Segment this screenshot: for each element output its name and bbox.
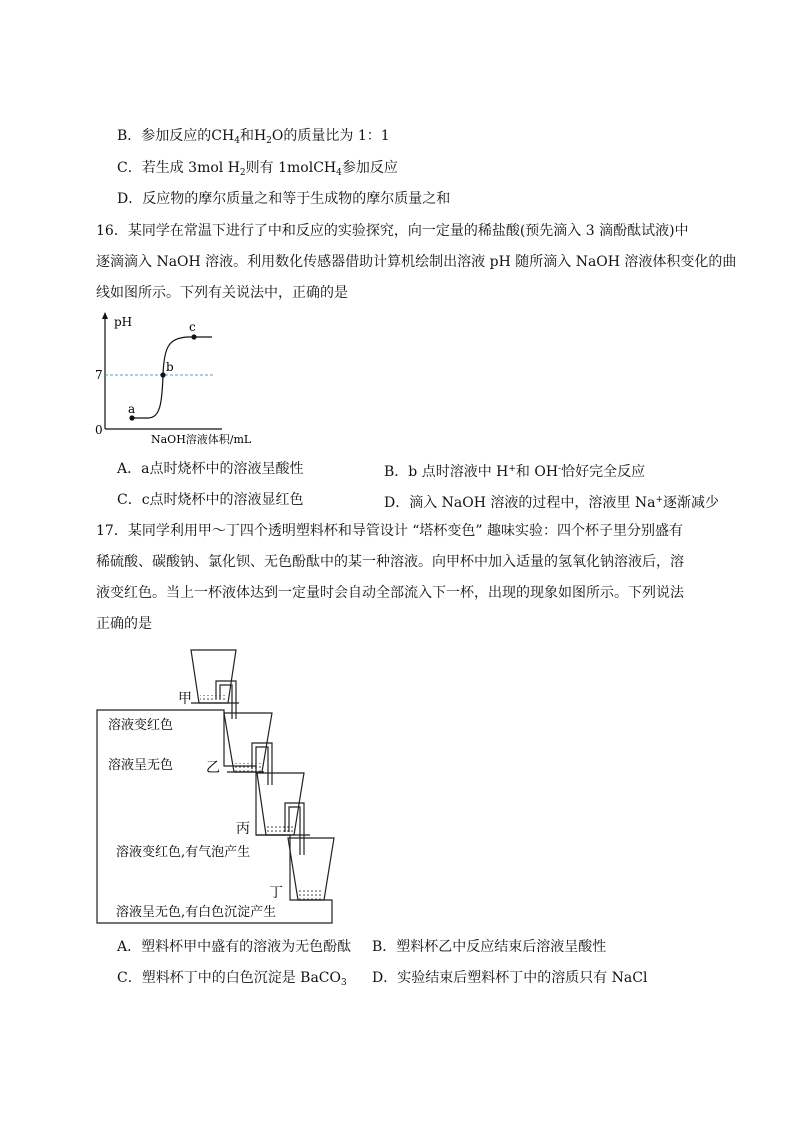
q17-option-b: B．塑料杯乙中反应结束后溶液呈酸性: [372, 939, 607, 955]
q16-option-c: C．c点时烧杯中的溶液显红色: [117, 492, 304, 508]
cup-label-bing: 丙: [236, 821, 250, 837]
point-c: [191, 334, 196, 339]
q17-option-a: A．塑料杯甲中盛有的溶液为无色酚酞: [117, 939, 352, 955]
y-tick-label: 7: [95, 368, 103, 382]
step-text-1: 溶液变红色: [108, 718, 174, 733]
q17-stem-line3: 液变红色。当上一杯液体达到一定量时会自动全部流入下一杯，出现的现象如图所示。下列说法: [96, 585, 684, 601]
point-a-label: a: [128, 402, 136, 416]
cup-jia: [191, 650, 236, 703]
y-axis-label: pH: [114, 315, 133, 329]
tower-cups-figure: [94, 645, 339, 927]
step-text-4: 溶液呈无色,有白色沉淀产生: [116, 905, 277, 920]
q16-option-b: B．b 点时溶液中 H+和 OH-恰好完全反应: [384, 464, 646, 480]
q16-option-d: D．滴入 NaOH 溶液的过程中，溶液里 Na+逐渐减少: [384, 495, 720, 511]
q17-option-d: D．实验结束后塑料杯丁中的溶质只有 NaCl: [372, 970, 648, 986]
cup-label-yi: 乙: [206, 760, 220, 776]
q17-stem-line1: 17．某同学利用甲～丁四个透明塑料杯和导管设计 “塔杯变色” 趣味实验：四个杯子里分别盛有: [96, 523, 684, 539]
cup-label-jia: 甲: [178, 691, 192, 707]
ph-curve-chart: [88, 308, 268, 450]
q16-stem-line1: 16．某同学在常温下进行了中和反应的实验探究，向一定量的稀盐酸(预先滴入 3 滴酚酞试液)中: [96, 223, 689, 239]
step-text-3: 溶液变红色,有气泡产生: [116, 845, 251, 860]
q17-option-c: C．塑料杯丁中的白色沉淀是 BaCO$_3$: [117, 970, 347, 988]
q16-option-a: A．a点时烧杯中的溶液呈酸性: [117, 461, 304, 477]
point-a: [129, 415, 134, 420]
cup-ding: [288, 838, 334, 900]
point-b: [160, 372, 165, 377]
point-c-label: c: [189, 320, 196, 334]
q17-stem-line2: 稀硫酸、碳酸钠、氯化钡、无色酚酞中的某一种溶液。向甲杯中加入适量的氢氧化钠溶液后，溶: [96, 554, 684, 570]
q16-stem-line3: 线如图所示。下列有关说法中，正确的是: [96, 285, 348, 301]
ph-curve: [130, 337, 212, 418]
cup-label-ding: 丁: [269, 885, 283, 901]
y-axis-arrow: [102, 312, 108, 319]
step-text-2: 溶液呈无色: [108, 758, 174, 773]
q15-option-b: B．参加反应的$CH_4$和$H_2O$的质量比为 1：1: [117, 128, 390, 146]
q17-stem-line4: 正确的是: [96, 616, 152, 632]
point-b-label: b: [166, 360, 174, 374]
q15-option-c: C．若生成 3mol $H_2$则有 1molCH$_4$参加反应: [117, 160, 398, 178]
x-axis-label: NaOH溶液体积/mL: [151, 433, 252, 446]
q16-stem-line2: 逐滴滴入 NaOH 溶液。利用数化传感器借助计算机绘制出溶液 pH 随所滴入 NaOH 溶液体积变化的曲: [96, 254, 737, 270]
cup-bing: [257, 773, 304, 835]
q15-option-d: D．反应物的摩尔质量之和等于生成物的摩尔质量之和: [117, 191, 451, 207]
origin-label: 0: [95, 423, 103, 437]
